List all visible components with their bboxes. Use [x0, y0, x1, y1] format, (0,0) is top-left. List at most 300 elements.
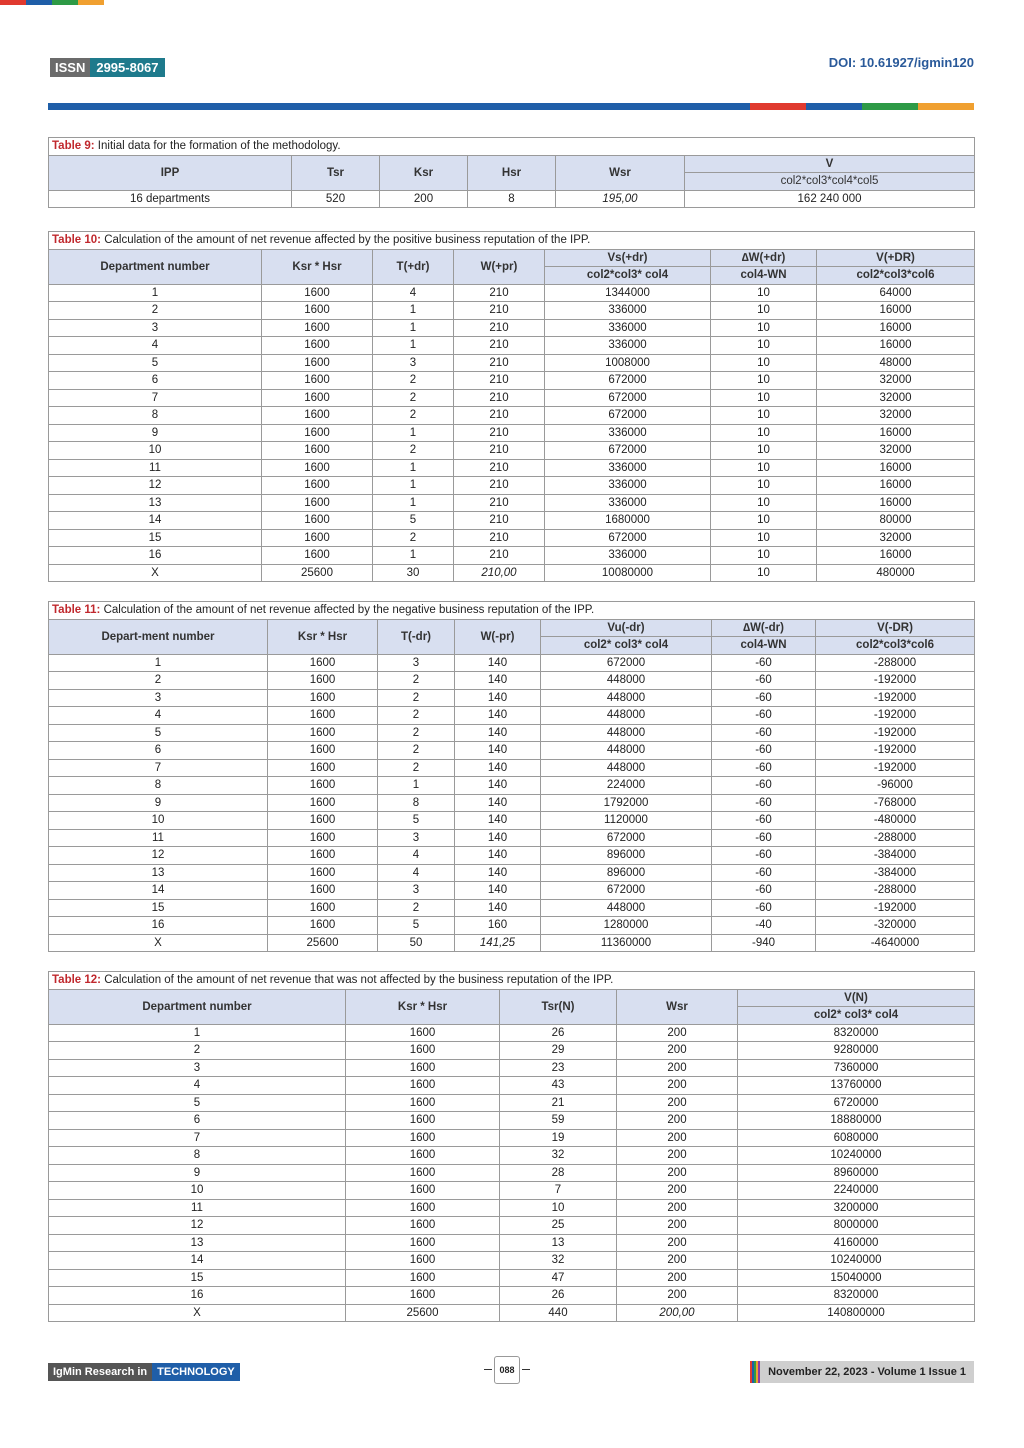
table-cell: 210 — [454, 424, 545, 442]
table-cell: 10 — [711, 477, 817, 495]
table-cell: X — [49, 1304, 346, 1322]
table-cell: -4640000 — [816, 934, 975, 952]
table-cell: 210 — [454, 494, 545, 512]
table-cell: 1600 — [268, 812, 378, 830]
table-cell: 1344000 — [545, 284, 711, 302]
table-cell: 6 — [49, 742, 268, 760]
table-row — [49, 742, 975, 760]
table-cell: 4 — [378, 847, 455, 865]
table-cell: 1600 — [268, 654, 378, 672]
table-cell: -60 — [712, 654, 816, 672]
table-cell: 520 — [292, 190, 380, 208]
table-cell: 200 — [617, 1129, 738, 1147]
table-cell: 1 — [373, 547, 454, 565]
table-cell: 7 — [49, 759, 268, 777]
table-cell: 448000 — [541, 899, 712, 917]
table-cell: 210 — [454, 459, 545, 477]
table-cell: 1600 — [268, 777, 378, 795]
table-cell: 448000 — [541, 759, 712, 777]
table-cell: -288000 — [816, 829, 975, 847]
table-cell: -60 — [712, 812, 816, 830]
table-cell: 3200000 — [738, 1199, 975, 1217]
table-cell: 10 — [711, 424, 817, 442]
table-cell: 47 — [500, 1269, 617, 1287]
table-10 — [48, 231, 974, 582]
table-cell: 16000 — [817, 337, 975, 355]
table-cell: 1600 — [268, 724, 378, 742]
table-cell: 2 — [378, 707, 455, 725]
table-cell: 210 — [454, 354, 545, 372]
table-cell: -60 — [712, 759, 816, 777]
table-cell: 16000 — [817, 424, 975, 442]
table-row — [49, 1094, 975, 1112]
table-cell: 1600 — [346, 1199, 500, 1217]
table-cell: 13 — [49, 494, 262, 512]
table-cell: -40 — [712, 917, 816, 935]
column-header: T(-dr) — [378, 619, 455, 654]
table-cell: 1600 — [268, 794, 378, 812]
table-cell: 3 — [373, 354, 454, 372]
table-cell: 16000 — [817, 547, 975, 565]
table-cell: 1600 — [346, 1094, 500, 1112]
table-cell: 1 — [373, 459, 454, 477]
table-cell: 16 — [49, 547, 262, 565]
table-row — [49, 1234, 975, 1252]
table-row — [49, 190, 975, 208]
table-cell: 1600 — [346, 1059, 500, 1077]
table-cell: 448000 — [541, 724, 712, 742]
table-cell: -192000 — [816, 759, 975, 777]
column-header: Hsr — [468, 155, 556, 190]
table-row — [49, 1042, 975, 1060]
table-cell: 2 — [378, 759, 455, 777]
table-cell: 1680000 — [545, 512, 711, 530]
table-row — [49, 812, 975, 830]
table-cell: -192000 — [816, 899, 975, 917]
table-cell: -60 — [712, 672, 816, 690]
table-row — [49, 707, 975, 725]
table-cell: 16 — [49, 1287, 346, 1305]
table-cell: 1600 — [268, 759, 378, 777]
table-row — [49, 354, 975, 372]
table-cell: 336000 — [545, 302, 711, 320]
table-cell: 10 — [49, 812, 268, 830]
journal-section: TECHNOLOGY — [152, 1363, 240, 1381]
table-cell: -96000 — [816, 777, 975, 795]
table-cell: 32000 — [817, 442, 975, 460]
table-cell: 1600 — [262, 424, 373, 442]
table-cell: 8 — [49, 777, 268, 795]
table-cell: 48000 — [817, 354, 975, 372]
table-cell: 5 — [49, 1094, 346, 1112]
table-cell: 3 — [49, 319, 262, 337]
table-cell: 2 — [373, 407, 454, 425]
table-cell: 1600 — [262, 389, 373, 407]
table-cell: 1600 — [268, 707, 378, 725]
table-cell: 11360000 — [541, 934, 712, 952]
table-cell: -288000 — [816, 882, 975, 900]
column-subheader: col2*col3*col4*col5 — [685, 173, 975, 191]
table-cell: 200 — [617, 1164, 738, 1182]
table-cell: 7360000 — [738, 1059, 975, 1077]
table-cell: 200 — [617, 1077, 738, 1095]
table-cell: 336000 — [545, 494, 711, 512]
table-cell: 1600 — [346, 1182, 500, 1200]
table-cell: 210,00 — [454, 564, 545, 582]
color-stripes-icon — [750, 1361, 760, 1383]
table-cell: 1600 — [268, 742, 378, 760]
table-cell: 1 — [378, 777, 455, 795]
table-cell: 896000 — [541, 847, 712, 865]
table-cell: 29 — [500, 1042, 617, 1060]
table-cell: 448000 — [541, 689, 712, 707]
table-cell: 672000 — [541, 882, 712, 900]
table-cell: 200 — [617, 1042, 738, 1060]
table-cell: 8 — [378, 794, 455, 812]
table-cell: 1600 — [262, 494, 373, 512]
column-header: V(N) — [738, 989, 975, 1007]
table-cell: 7 — [500, 1182, 617, 1200]
table-cell: -192000 — [816, 689, 975, 707]
column-subheader: col2* col3* col4 — [738, 1007, 975, 1025]
table-cell: 672000 — [541, 654, 712, 672]
column-header: Wsr — [617, 989, 738, 1024]
table-row — [49, 1287, 975, 1305]
table-cell: 672000 — [545, 407, 711, 425]
table-cell: 1600 — [346, 1164, 500, 1182]
table-row — [49, 442, 975, 460]
table-cell: 15 — [49, 899, 268, 917]
table-cell: 1600 — [262, 547, 373, 565]
table-cell: 18880000 — [738, 1112, 975, 1130]
table-cell: 26 — [500, 1287, 617, 1305]
table-cell: 210 — [454, 529, 545, 547]
table-cell: 210 — [454, 302, 545, 320]
table-cell: 1600 — [262, 477, 373, 495]
table-cell: 1600 — [262, 459, 373, 477]
table-row — [49, 1199, 975, 1217]
table-row — [49, 1147, 975, 1165]
table-cell: 200 — [617, 1112, 738, 1130]
table-cell: X — [49, 934, 268, 952]
table-cell: 1600 — [262, 442, 373, 460]
table-cell: -480000 — [816, 812, 975, 830]
table-row — [49, 724, 975, 742]
journal-badge — [48, 1363, 240, 1381]
table-row — [49, 284, 975, 302]
column-header: Tsr — [292, 155, 380, 190]
table-cell: 195,00 — [556, 190, 685, 208]
table-cell: 5 — [378, 812, 455, 830]
table-cell: 672000 — [545, 529, 711, 547]
table-cell: 210 — [454, 512, 545, 530]
table-cell: 162 240 000 — [685, 190, 975, 208]
table-cell: 6 — [49, 1112, 346, 1130]
table-cell: 10 — [711, 319, 817, 337]
table-12-caption: Table 12: Calculation of the amount of net revenue that was not affected by the business reputation of the IPP. — [49, 972, 975, 990]
table-cell: 140800000 — [738, 1304, 975, 1322]
table-cell: 8320000 — [738, 1024, 975, 1042]
table-cell: -60 — [712, 847, 816, 865]
table-cell: 1600 — [346, 1077, 500, 1095]
table-cell: 1600 — [262, 337, 373, 355]
table-cell: 1 — [49, 284, 262, 302]
table-cell: 9 — [49, 1164, 346, 1182]
table-cell: 1 — [373, 477, 454, 495]
column-header: Vs(+dr) — [545, 249, 711, 267]
table-cell: 32000 — [817, 372, 975, 390]
table-cell: 210 — [454, 319, 545, 337]
table-cell: 200 — [617, 1182, 738, 1200]
column-header: Depart-ment number — [49, 619, 268, 654]
table-row — [49, 672, 975, 690]
table-cell: 32000 — [817, 389, 975, 407]
table-row — [49, 529, 975, 547]
table-cell: 672000 — [545, 442, 711, 460]
column-header: Ksr — [380, 155, 468, 190]
table-cell: 1600 — [262, 284, 373, 302]
table-cell: 32000 — [817, 529, 975, 547]
table-cell: 50 — [378, 934, 455, 952]
table-cell: 200 — [617, 1252, 738, 1270]
table-cell: 80000 — [817, 512, 975, 530]
table-cell: 16000 — [817, 477, 975, 495]
column-subheader: col2*col3*col6 — [816, 637, 975, 655]
table-cell: 4 — [373, 284, 454, 302]
table-cell: 15040000 — [738, 1269, 975, 1287]
table-cell: 10 — [500, 1199, 617, 1217]
table-cell: 10 — [49, 442, 262, 460]
table-cell: 224000 — [541, 777, 712, 795]
table-cell: 2 — [49, 1042, 346, 1060]
table-row — [49, 899, 975, 917]
table-row — [49, 459, 975, 477]
table-cell: 64000 — [817, 284, 975, 302]
table-cell: 8 — [49, 1147, 346, 1165]
table-cell: -320000 — [816, 917, 975, 935]
issn-badge — [50, 58, 165, 77]
table-cell: 32 — [500, 1147, 617, 1165]
table-cell: 1600 — [268, 672, 378, 690]
table-cell: 15 — [49, 529, 262, 547]
table-cell: 140 — [455, 654, 541, 672]
table-cell: 200 — [617, 1024, 738, 1042]
table-cell: 26 — [500, 1024, 617, 1042]
column-header: Vu(-dr) — [541, 619, 712, 637]
table-cell: 336000 — [545, 319, 711, 337]
table-cell: 4 — [378, 864, 455, 882]
column-subheader: col4-WN — [712, 637, 816, 655]
table-cell: 200,00 — [617, 1304, 738, 1322]
table-cell: -288000 — [816, 654, 975, 672]
table-cell: 25600 — [346, 1304, 500, 1322]
table-cell: 1120000 — [541, 812, 712, 830]
table-cell: 140 — [455, 672, 541, 690]
table-cell: 1600 — [346, 1234, 500, 1252]
table-cell: 896000 — [541, 864, 712, 882]
column-header: Ksr * Hsr — [346, 989, 500, 1024]
table-row — [49, 689, 975, 707]
table-cell: 3 — [378, 654, 455, 672]
table-cell: 1600 — [346, 1147, 500, 1165]
table-cell: 2 — [373, 529, 454, 547]
table-cell: 1600 — [346, 1287, 500, 1305]
table-row — [49, 1077, 975, 1095]
table-10-caption: Table 10: Calculation of the amount of net revenue affected by the positive business reputation of the IPP. — [49, 232, 975, 250]
table-cell: 1600 — [346, 1269, 500, 1287]
table-cell: 210 — [454, 284, 545, 302]
table-row — [49, 407, 975, 425]
table-cell: 13 — [49, 864, 268, 882]
table-cell: -60 — [712, 777, 816, 795]
column-header: W(+pr) — [454, 249, 545, 284]
table-cell: 210 — [454, 442, 545, 460]
table-row — [49, 1112, 975, 1130]
table-cell: 2 — [378, 724, 455, 742]
table-cell: 3 — [49, 689, 268, 707]
table-row — [49, 302, 975, 320]
table-cell: 8320000 — [738, 1287, 975, 1305]
issue-date: November 22, 2023 - Volume 1 Issue 1 — [768, 1366, 966, 1378]
table-cell: 10 — [711, 529, 817, 547]
column-header: V — [685, 155, 975, 173]
table-cell: 1 — [49, 1024, 346, 1042]
table-cell: 12 — [49, 477, 262, 495]
table-cell: 10 — [711, 354, 817, 372]
table-cell: 140 — [455, 899, 541, 917]
table-cell: 1792000 — [541, 794, 712, 812]
table-cell: 1 — [49, 654, 268, 672]
table-cell: 14 — [49, 512, 262, 530]
table-cell: 200 — [617, 1199, 738, 1217]
table-cell: 5 — [373, 512, 454, 530]
table-cell: 3 — [378, 882, 455, 900]
table-cell: 210 — [454, 407, 545, 425]
table-cell: 1600 — [262, 529, 373, 547]
table-cell: 3 — [49, 1059, 346, 1077]
table-cell: 14 — [49, 882, 268, 900]
table-cell: -60 — [712, 829, 816, 847]
table-cell: 43 — [500, 1077, 617, 1095]
table-cell: 448000 — [541, 672, 712, 690]
issn-number: 2995-8067 — [90, 58, 164, 77]
table-row — [49, 1269, 975, 1287]
table-cell: 210 — [454, 477, 545, 495]
table-cell: 140 — [455, 812, 541, 830]
table-cell: 160 — [455, 917, 541, 935]
table-cell: -192000 — [816, 742, 975, 760]
column-header: IPP — [49, 155, 292, 190]
table-cell: 1 — [373, 319, 454, 337]
table-row — [49, 1059, 975, 1077]
table-cell: -940 — [712, 934, 816, 952]
table-cell: 140 — [455, 742, 541, 760]
table-cell: 16000 — [817, 459, 975, 477]
table-cell: 3 — [378, 829, 455, 847]
table-cell: 8 — [468, 190, 556, 208]
table-cell: 1600 — [262, 302, 373, 320]
table-cell: 4160000 — [738, 1234, 975, 1252]
column-header: W(-pr) — [455, 619, 541, 654]
doi-link[interactable]: DOI: 10.61927/igmin120 — [828, 55, 974, 70]
table-cell: 4 — [49, 337, 262, 355]
table-cell: 1600 — [346, 1129, 500, 1147]
table-row — [49, 1164, 975, 1182]
table-cell: 480000 — [817, 564, 975, 582]
table-row — [49, 424, 975, 442]
table-row — [49, 654, 975, 672]
table-cell: 10 — [711, 442, 817, 460]
table-11 — [48, 601, 974, 952]
table-cell: 6 — [49, 372, 262, 390]
table-cell: -60 — [712, 724, 816, 742]
table-cell: 7 — [49, 389, 262, 407]
table-cell: 11 — [49, 829, 268, 847]
table-row — [49, 847, 975, 865]
table-row — [49, 337, 975, 355]
column-header: T(+dr) — [373, 249, 454, 284]
table-row — [49, 477, 975, 495]
table-cell: 7 — [49, 1129, 346, 1147]
table-cell: 9 — [49, 424, 262, 442]
table-row — [49, 494, 975, 512]
table-row — [49, 372, 975, 390]
table-cell: 140 — [455, 829, 541, 847]
table-row — [49, 1182, 975, 1200]
table-cell: 210 — [454, 389, 545, 407]
column-header: Tsr(N) — [500, 989, 617, 1024]
table-cell: 23 — [500, 1059, 617, 1077]
table-cell: 1600 — [262, 319, 373, 337]
table-cell: 140 — [455, 689, 541, 707]
table-cell: 1600 — [268, 864, 378, 882]
page-number: 088 — [490, 1355, 524, 1385]
table-cell: 2 — [378, 742, 455, 760]
table-cell: 16 — [49, 917, 268, 935]
table-cell: 140 — [455, 759, 541, 777]
column-subheader: col2* col3* col4 — [541, 637, 712, 655]
table-cell: 13 — [49, 1234, 346, 1252]
table-cell: 200 — [617, 1269, 738, 1287]
table-cell: 140 — [455, 794, 541, 812]
table-row — [49, 759, 975, 777]
table-cell: 10080000 — [545, 564, 711, 582]
table-cell: 200 — [617, 1059, 738, 1077]
issn-label: ISSN — [50, 58, 90, 77]
table-cell: 9 — [49, 794, 268, 812]
table-cell: 4 — [49, 707, 268, 725]
table-cell: 448000 — [541, 742, 712, 760]
table-cell: 1600 — [262, 354, 373, 372]
table-cell: 2 — [373, 372, 454, 390]
table-cell: 2 — [378, 689, 455, 707]
column-header: V(+DR) — [817, 249, 975, 267]
table-row — [49, 1129, 975, 1147]
table-cell: 200 — [617, 1287, 738, 1305]
table-cell: 5 — [49, 354, 262, 372]
table-cell: 1600 — [268, 917, 378, 935]
table-cell: 6080000 — [738, 1129, 975, 1147]
table-cell: 336000 — [545, 459, 711, 477]
table-cell: 1008000 — [545, 354, 711, 372]
table-cell: -192000 — [816, 724, 975, 742]
table-cell: 9280000 — [738, 1042, 975, 1060]
table-cell: 5 — [378, 917, 455, 935]
table-cell: 1600 — [262, 512, 373, 530]
table-cell: -60 — [712, 707, 816, 725]
table-cell: 10 — [711, 337, 817, 355]
table-cell: 12 — [49, 847, 268, 865]
